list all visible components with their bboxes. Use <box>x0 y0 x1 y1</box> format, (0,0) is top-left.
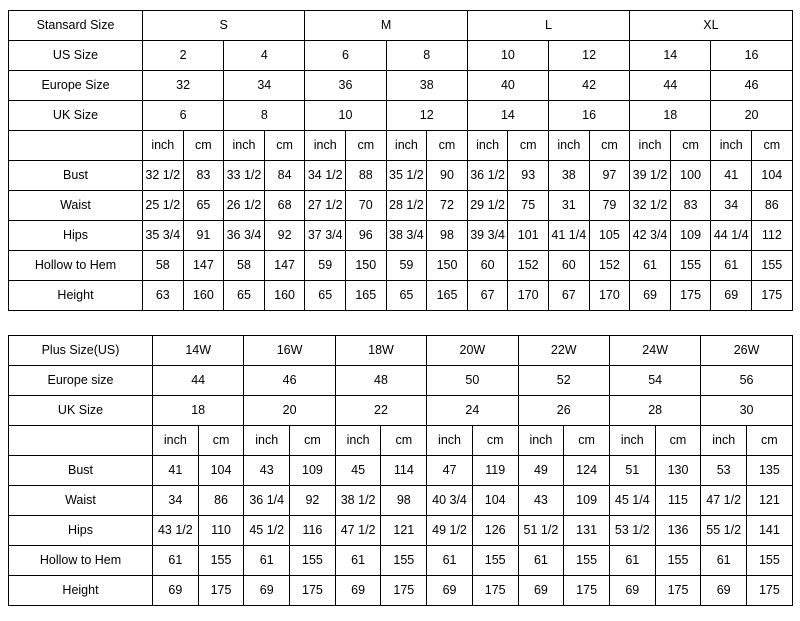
cell: 155 <box>381 546 427 576</box>
cell: 61 <box>609 546 655 576</box>
cell: 12 <box>386 101 467 131</box>
unit-cell: inch <box>711 131 752 161</box>
table-row <box>9 191 793 221</box>
cell: 16 <box>549 101 630 131</box>
cell: 49 <box>518 456 564 486</box>
cell: 43 <box>244 456 290 486</box>
cell: 63 <box>143 281 184 311</box>
cell: 32 1/2 <box>630 191 671 221</box>
cell: 136 <box>655 516 701 546</box>
cell: 86 <box>752 191 793 221</box>
cell: 38 3/4 <box>386 221 427 251</box>
table-row <box>9 221 793 251</box>
cell: 48 <box>335 366 426 396</box>
cell: 34 <box>711 191 752 221</box>
cell: 68 <box>264 191 305 221</box>
cell: 22 <box>335 396 426 426</box>
cell: 8 <box>224 101 305 131</box>
cell: 39 3/4 <box>467 221 508 251</box>
cell: 46 <box>711 71 792 101</box>
unit-cell: inch <box>467 131 508 161</box>
row-label-height: Height <box>9 576 153 606</box>
cell: 36 1/4 <box>244 486 290 516</box>
table-row <box>9 11 793 41</box>
cell: 91 <box>183 221 224 251</box>
cell: 67 <box>467 281 508 311</box>
cell: 60 <box>467 251 508 281</box>
table-row <box>9 516 793 546</box>
plus-size-table <box>8 335 793 606</box>
cell: 69 <box>518 576 564 606</box>
cell: 65 <box>183 191 224 221</box>
cell: 135 <box>747 456 793 486</box>
cell: 44 <box>630 71 711 101</box>
unit-cell: inch <box>701 426 747 456</box>
cell: 47 1/2 <box>335 516 381 546</box>
cell: 175 <box>198 576 244 606</box>
cell: 160 <box>264 281 305 311</box>
cell: 152 <box>508 251 549 281</box>
cell: 51 1/2 <box>518 516 564 546</box>
cell: 155 <box>198 546 244 576</box>
cell: 33 1/2 <box>224 161 265 191</box>
group-header-20w: 20W <box>427 336 518 366</box>
unit-cell: cm <box>655 426 701 456</box>
unit-cell: cm <box>589 131 630 161</box>
cell: 90 <box>427 161 468 191</box>
cell: 86 <box>198 486 244 516</box>
cell: 150 <box>427 251 468 281</box>
row-label-hollow-to-hem: Hollow to Hem <box>9 546 153 576</box>
cell: 18 <box>630 101 711 131</box>
group-header-16w: 16W <box>244 336 335 366</box>
cell: 175 <box>747 576 793 606</box>
cell: 155 <box>564 546 610 576</box>
row-label-hips: Hips <box>9 221 143 251</box>
cell: 67 <box>549 281 590 311</box>
cell: 37 3/4 <box>305 221 346 251</box>
cell: 34 1/2 <box>305 161 346 191</box>
cell: 70 <box>346 191 387 221</box>
cell: 53 1/2 <box>609 516 655 546</box>
cell: 93 <box>508 161 549 191</box>
cell: 141 <box>747 516 793 546</box>
cell: 12 <box>549 41 630 71</box>
unit-cell: inch <box>305 131 346 161</box>
unit-cell: inch <box>630 131 671 161</box>
cell: 28 <box>609 396 700 426</box>
cell: 51 <box>609 456 655 486</box>
cell: 61 <box>711 251 752 281</box>
cell: 121 <box>381 516 427 546</box>
cell: 14 <box>630 41 711 71</box>
cell: 175 <box>381 576 427 606</box>
group-header-22w: 22W <box>518 336 609 366</box>
unit-cell: inch <box>386 131 427 161</box>
cell: 69 <box>701 576 747 606</box>
cell: 20 <box>711 101 792 131</box>
table-row <box>9 396 793 426</box>
unit-cell: cm <box>564 426 610 456</box>
unit-cell: cm <box>472 426 518 456</box>
cell: 32 1/2 <box>143 161 184 191</box>
cell: 147 <box>183 251 224 281</box>
unit-cell: inch <box>549 131 590 161</box>
cell: 29 1/2 <box>467 191 508 221</box>
cell: 126 <box>472 516 518 546</box>
cell: 75 <box>508 191 549 221</box>
cell: 61 <box>518 546 564 576</box>
cell: 14 <box>467 101 548 131</box>
cell: 61 <box>153 546 199 576</box>
unit-cell: inch <box>224 131 265 161</box>
unit-cell: cm <box>264 131 305 161</box>
cell: 44 1/4 <box>711 221 752 251</box>
cell: 165 <box>346 281 387 311</box>
row-label-europe-size: Europe size <box>9 366 153 396</box>
cell: 20 <box>244 396 335 426</box>
cell: 60 <box>549 251 590 281</box>
cell: 35 1/2 <box>386 161 427 191</box>
unit-cell: cm <box>670 131 711 161</box>
cell: 110 <box>198 516 244 546</box>
cell: 150 <box>346 251 387 281</box>
cell: 55 1/2 <box>701 516 747 546</box>
row-label-hollow-to-hem: Hollow to Hem <box>9 251 143 281</box>
table-row-units <box>9 426 793 456</box>
table-row <box>9 71 793 101</box>
cell: 36 <box>305 71 386 101</box>
group-header-xl: XL <box>630 11 792 41</box>
table-row <box>9 41 793 71</box>
table-row <box>9 486 793 516</box>
cell: 100 <box>670 161 711 191</box>
cell: 84 <box>264 161 305 191</box>
cell: 43 <box>518 486 564 516</box>
cell: 96 <box>346 221 387 251</box>
unit-cell: cm <box>198 426 244 456</box>
cell: 112 <box>752 221 793 251</box>
cell: 59 <box>386 251 427 281</box>
cell: 101 <box>508 221 549 251</box>
group-header-24w: 24W <box>609 336 700 366</box>
cell: 54 <box>609 366 700 396</box>
cell: 175 <box>564 576 610 606</box>
cell: 58 <box>224 251 265 281</box>
cell: 175 <box>752 281 793 311</box>
unit-cell: cm <box>747 426 793 456</box>
cell: 35 3/4 <box>143 221 184 251</box>
unit-cell: cm <box>381 426 427 456</box>
cell: 155 <box>747 546 793 576</box>
unit-cell: inch <box>427 426 473 456</box>
cell: 92 <box>264 221 305 251</box>
cell: 16 <box>711 41 792 71</box>
cell: 160 <box>183 281 224 311</box>
cell: 131 <box>564 516 610 546</box>
cell: 2 <box>143 41 224 71</box>
cell: 45 <box>335 456 381 486</box>
cell: 109 <box>290 456 336 486</box>
plus-header-label: Plus Size(US) <box>9 336 153 366</box>
row-label-bust: Bust <box>9 456 153 486</box>
cell: 61 <box>701 546 747 576</box>
group-header-14w: 14W <box>153 336 244 366</box>
row-label-uk-size: UK Size <box>9 101 143 131</box>
unit-row-label <box>9 131 143 161</box>
unit-cell: cm <box>290 426 336 456</box>
row-label-uk-size: UK Size <box>9 396 153 426</box>
group-header-m: M <box>305 11 467 41</box>
row-label-waist: Waist <box>9 486 153 516</box>
cell: 31 <box>549 191 590 221</box>
cell: 175 <box>472 576 518 606</box>
cell: 147 <box>264 251 305 281</box>
cell: 69 <box>630 281 671 311</box>
table-gap <box>8 311 792 335</box>
cell: 65 <box>224 281 265 311</box>
table-row <box>9 546 793 576</box>
unit-cell: inch <box>335 426 381 456</box>
cell: 109 <box>670 221 711 251</box>
cell: 105 <box>589 221 630 251</box>
cell: 109 <box>564 486 610 516</box>
cell: 40 <box>467 71 548 101</box>
cell: 119 <box>472 456 518 486</box>
cell: 46 <box>244 366 335 396</box>
cell: 130 <box>655 456 701 486</box>
row-label-waist: Waist <box>9 191 143 221</box>
cell: 58 <box>143 251 184 281</box>
cell: 69 <box>711 281 752 311</box>
cell: 45 1/4 <box>609 486 655 516</box>
cell: 34 <box>224 71 305 101</box>
cell: 124 <box>564 456 610 486</box>
table-row <box>9 456 793 486</box>
group-header-26w: 26W <box>701 336 792 366</box>
row-label-europe-size: Europe Size <box>9 71 143 101</box>
cell: 43 1/2 <box>153 516 199 546</box>
cell: 6 <box>305 41 386 71</box>
row-label-hips: Hips <box>9 516 153 546</box>
cell: 50 <box>427 366 518 396</box>
table-row <box>9 161 793 191</box>
table-row <box>9 281 793 311</box>
cell: 83 <box>183 161 224 191</box>
cell: 98 <box>427 221 468 251</box>
table-row <box>9 366 793 396</box>
cell: 38 1/2 <box>335 486 381 516</box>
cell: 24 <box>427 396 518 426</box>
cell: 47 1/2 <box>701 486 747 516</box>
cell: 36 1/2 <box>467 161 508 191</box>
cell: 47 <box>427 456 473 486</box>
unit-cell: cm <box>427 131 468 161</box>
cell: 18 <box>153 396 244 426</box>
cell: 41 <box>711 161 752 191</box>
cell: 155 <box>472 546 518 576</box>
unit-cell: cm <box>346 131 387 161</box>
unit-cell: inch <box>609 426 655 456</box>
cell: 114 <box>381 456 427 486</box>
cell: 170 <box>508 281 549 311</box>
cell: 40 3/4 <box>427 486 473 516</box>
cell: 25 1/2 <box>143 191 184 221</box>
cell: 175 <box>290 576 336 606</box>
cell: 88 <box>346 161 387 191</box>
cell: 45 1/2 <box>244 516 290 546</box>
unit-cell: cm <box>508 131 549 161</box>
cell: 61 <box>630 251 671 281</box>
cell: 36 3/4 <box>224 221 265 251</box>
cell: 104 <box>472 486 518 516</box>
cell: 69 <box>153 576 199 606</box>
cell: 32 <box>143 71 224 101</box>
cell: 38 <box>549 161 590 191</box>
cell: 53 <box>701 456 747 486</box>
unit-cell: inch <box>244 426 290 456</box>
cell: 69 <box>335 576 381 606</box>
cell: 26 1/2 <box>224 191 265 221</box>
unit-cell: inch <box>153 426 199 456</box>
cell: 44 <box>153 366 244 396</box>
cell: 4 <box>224 41 305 71</box>
cell: 28 1/2 <box>386 191 427 221</box>
standard-header-label: Stansard Size <box>9 11 143 41</box>
cell: 104 <box>752 161 793 191</box>
unit-cell: inch <box>143 131 184 161</box>
cell: 175 <box>655 576 701 606</box>
table-row <box>9 251 793 281</box>
cell: 97 <box>589 161 630 191</box>
cell: 56 <box>701 366 792 396</box>
cell: 92 <box>290 486 336 516</box>
table-row <box>9 336 793 366</box>
cell: 39 1/2 <box>630 161 671 191</box>
unit-cell: cm <box>752 131 793 161</box>
unit-cell: cm <box>183 131 224 161</box>
cell: 152 <box>589 251 630 281</box>
cell: 10 <box>467 41 548 71</box>
cell: 155 <box>752 251 793 281</box>
cell: 165 <box>427 281 468 311</box>
cell: 26 <box>518 396 609 426</box>
unit-row-label <box>9 426 153 456</box>
row-label-us-size: US Size <box>9 41 143 71</box>
cell: 98 <box>381 486 427 516</box>
cell: 79 <box>589 191 630 221</box>
cell: 49 1/2 <box>427 516 473 546</box>
cell: 41 <box>153 456 199 486</box>
cell: 69 <box>609 576 655 606</box>
cell: 42 <box>549 71 630 101</box>
cell: 34 <box>153 486 199 516</box>
group-header-18w: 18W <box>335 336 426 366</box>
cell: 30 <box>701 396 792 426</box>
group-header-l: L <box>467 11 629 41</box>
table-row <box>9 576 793 606</box>
cell: 52 <box>518 366 609 396</box>
cell: 61 <box>427 546 473 576</box>
cell: 116 <box>290 516 336 546</box>
cell: 83 <box>670 191 711 221</box>
group-header-s: S <box>143 11 305 41</box>
unit-cell: inch <box>518 426 564 456</box>
cell: 69 <box>427 576 473 606</box>
cell: 6 <box>143 101 224 131</box>
cell: 115 <box>655 486 701 516</box>
cell: 175 <box>670 281 711 311</box>
cell: 69 <box>244 576 290 606</box>
cell: 155 <box>290 546 336 576</box>
cell: 155 <box>655 546 701 576</box>
cell: 10 <box>305 101 386 131</box>
cell: 104 <box>198 456 244 486</box>
cell: 38 <box>386 71 467 101</box>
cell: 65 <box>386 281 427 311</box>
cell: 61 <box>244 546 290 576</box>
cell: 8 <box>386 41 467 71</box>
cell: 59 <box>305 251 346 281</box>
cell: 41 1/4 <box>549 221 590 251</box>
standard-size-table <box>8 10 793 311</box>
cell: 170 <box>589 281 630 311</box>
table-row-units <box>9 131 793 161</box>
cell: 27 1/2 <box>305 191 346 221</box>
cell: 72 <box>427 191 468 221</box>
cell: 121 <box>747 486 793 516</box>
row-label-bust: Bust <box>9 161 143 191</box>
cell: 155 <box>670 251 711 281</box>
cell: 61 <box>335 546 381 576</box>
row-label-height: Height <box>9 281 143 311</box>
cell: 65 <box>305 281 346 311</box>
table-row <box>9 101 793 131</box>
cell: 42 3/4 <box>630 221 671 251</box>
